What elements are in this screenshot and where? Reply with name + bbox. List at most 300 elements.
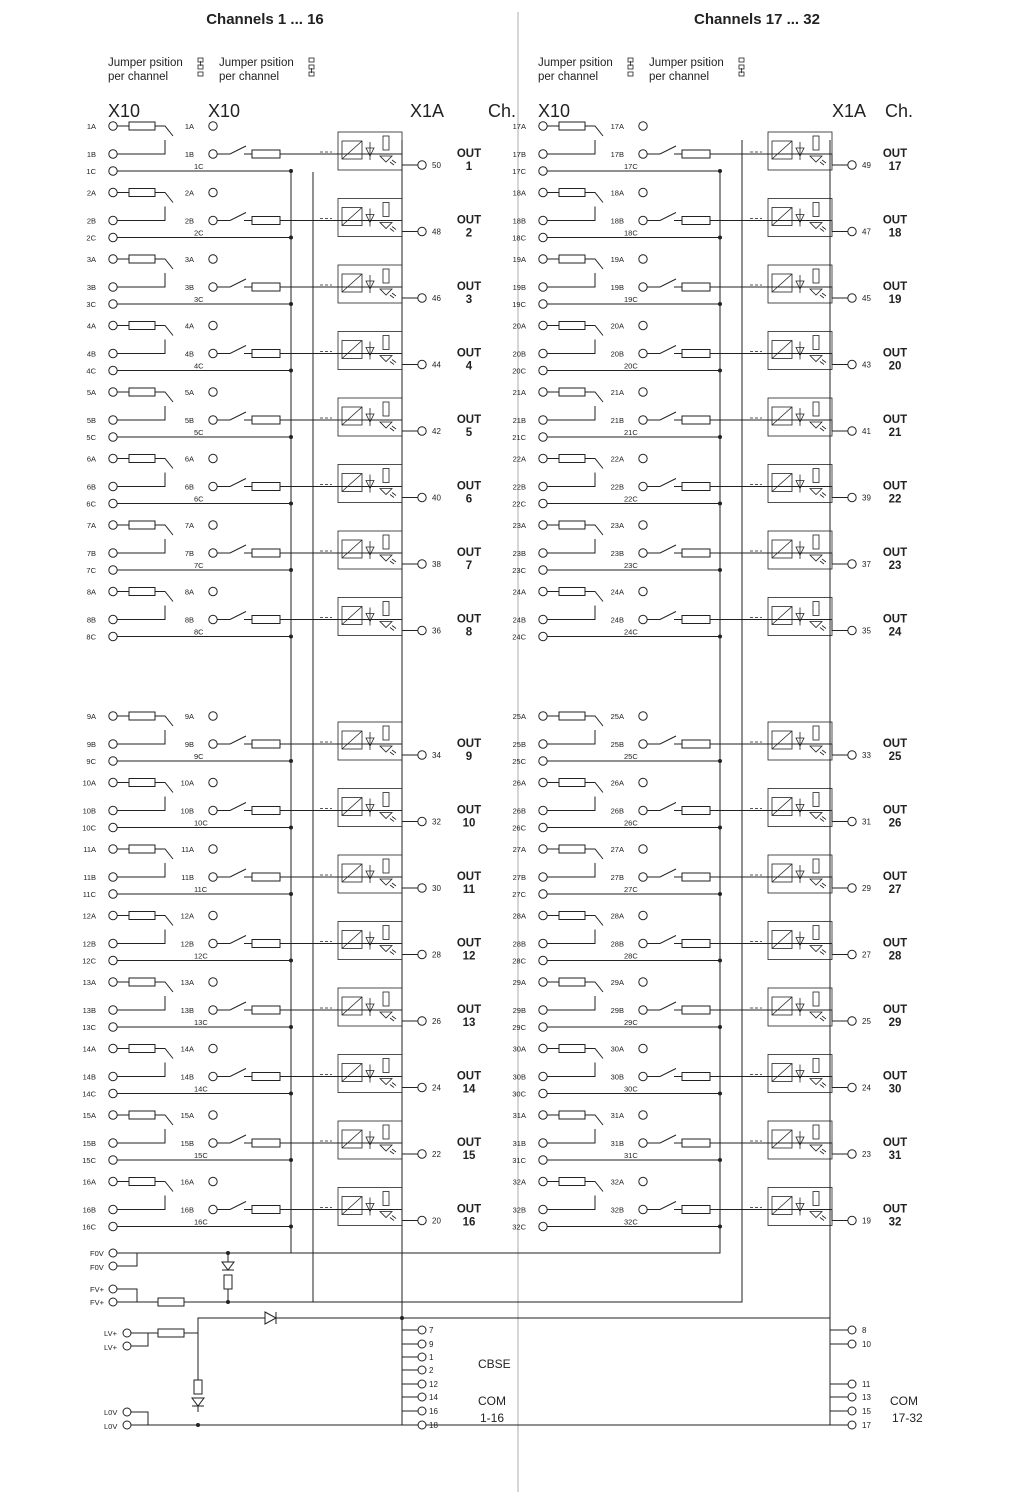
terminal bbox=[539, 615, 547, 623]
terminal bbox=[209, 349, 217, 357]
resistor bbox=[682, 1206, 710, 1214]
led-icon bbox=[192, 1398, 204, 1406]
com-left-label: COM bbox=[478, 1394, 506, 1408]
terminal bbox=[639, 1205, 647, 1213]
terminal bbox=[109, 757, 117, 765]
pin-number: 24 bbox=[432, 1083, 441, 1093]
terminal bbox=[109, 416, 117, 424]
pin-number: 27 bbox=[862, 950, 871, 960]
channel-12 bbox=[82, 911, 481, 965]
terminal-label: 19C bbox=[624, 295, 638, 304]
terminal bbox=[539, 233, 547, 241]
out-label: OUT bbox=[456, 738, 482, 750]
terminal-label: 24C bbox=[624, 627, 638, 637]
terminal bbox=[539, 454, 547, 462]
terminal-label: 32C bbox=[624, 1217, 638, 1227]
pin-number: 23 bbox=[862, 1150, 871, 1159]
resistor bbox=[682, 549, 710, 557]
terminal bbox=[639, 1177, 647, 1185]
terminal bbox=[539, 1111, 547, 1119]
svg-text:Jumper psition: Jumper psition bbox=[219, 57, 294, 69]
terminal bbox=[848, 294, 856, 302]
terminal bbox=[109, 216, 117, 224]
terminal-label: 30B bbox=[512, 1072, 526, 1082]
terminal bbox=[109, 1111, 117, 1119]
svg-text:2: 2 bbox=[429, 1366, 434, 1375]
pin-number: 40 bbox=[432, 493, 441, 503]
fuse bbox=[559, 779, 585, 787]
channel-1 bbox=[86, 122, 481, 176]
resistor bbox=[252, 483, 280, 491]
terminal bbox=[848, 626, 856, 634]
terminal-label: 19B bbox=[610, 283, 624, 292]
svg-text:12: 12 bbox=[429, 1380, 438, 1389]
l0v-label: L0V bbox=[104, 1422, 118, 1431]
terminal bbox=[109, 1285, 117, 1293]
terminal bbox=[418, 161, 426, 169]
terminal-label: 25C bbox=[624, 752, 638, 761]
terminal bbox=[109, 615, 117, 623]
terminal-label: 3A bbox=[86, 255, 96, 264]
terminal bbox=[539, 740, 547, 748]
terminal bbox=[848, 360, 856, 368]
channel-number: 21 bbox=[888, 427, 902, 439]
terminal bbox=[639, 521, 647, 529]
terminal bbox=[109, 632, 117, 640]
resistor bbox=[682, 483, 710, 491]
terminal bbox=[109, 150, 117, 158]
out-label: OUT bbox=[882, 738, 908, 750]
terminal-label: 20B bbox=[512, 349, 526, 359]
channel-16 bbox=[82, 1177, 481, 1231]
terminal bbox=[109, 549, 117, 557]
channel-3 bbox=[86, 255, 481, 309]
channel-15 bbox=[82, 1111, 481, 1165]
out-label: OUT bbox=[456, 1004, 482, 1016]
out-label: OUT bbox=[882, 214, 908, 227]
channel-20 bbox=[512, 321, 907, 375]
terminal bbox=[209, 321, 217, 329]
header-left: Channels 1 ... 16 bbox=[206, 11, 324, 28]
terminal bbox=[109, 740, 117, 748]
terminal bbox=[848, 817, 856, 825]
terminal-label: 6A bbox=[184, 454, 194, 464]
terminal bbox=[418, 427, 426, 435]
svg-text:16: 16 bbox=[429, 1407, 438, 1416]
out-label: OUT bbox=[456, 1070, 482, 1083]
terminal-label: 21A bbox=[610, 388, 624, 397]
terminal bbox=[418, 1393, 426, 1401]
out-label: OUT bbox=[456, 480, 482, 493]
terminal-label: 14A bbox=[82, 1044, 96, 1054]
fuse bbox=[559, 712, 585, 720]
terminal bbox=[123, 1421, 131, 1429]
terminal-label: 21C bbox=[624, 428, 638, 437]
terminal-label: 18B bbox=[512, 216, 526, 226]
out-label: OUT bbox=[456, 871, 482, 883]
terminal-label: 15C bbox=[194, 1151, 208, 1160]
resistor bbox=[252, 807, 280, 815]
terminal-label: 4B bbox=[86, 349, 96, 359]
pin-number: 33 bbox=[862, 751, 871, 760]
terminal-label: 4A bbox=[86, 321, 96, 331]
terminal bbox=[209, 283, 217, 291]
terminal-label: 15B bbox=[180, 1139, 194, 1148]
terminal-label: 24A bbox=[512, 587, 526, 597]
channel-number: 32 bbox=[888, 1216, 902, 1229]
jumper-legend-left-a bbox=[108, 57, 183, 83]
terminal-label: 18A bbox=[610, 188, 624, 198]
terminal bbox=[639, 873, 647, 881]
fuse bbox=[559, 845, 585, 853]
column-x10: X10 bbox=[538, 101, 571, 121]
terminal-label: 31A bbox=[610, 1111, 624, 1120]
terminal-label: 1C bbox=[86, 167, 96, 176]
channel-number: 14 bbox=[462, 1083, 476, 1096]
terminal bbox=[639, 150, 647, 158]
fuse bbox=[559, 978, 585, 986]
terminal-label: 25B bbox=[512, 740, 526, 749]
terminal-label: 23C bbox=[624, 561, 638, 570]
terminal bbox=[109, 499, 117, 507]
terminal-label: 9B bbox=[86, 740, 96, 749]
terminal bbox=[848, 161, 856, 169]
svg-text:Jumper psition: Jumper psition bbox=[538, 57, 613, 69]
terminal-label: 30C bbox=[624, 1084, 638, 1094]
terminal bbox=[539, 778, 547, 786]
svg-text:Jumper psition: Jumper psition bbox=[108, 57, 183, 69]
jumper-legend-right-b bbox=[649, 57, 724, 83]
out-label: OUT bbox=[882, 1070, 908, 1083]
terminal-label: 7C bbox=[194, 561, 204, 570]
terminal-label: 29C bbox=[512, 1023, 526, 1032]
terminal bbox=[639, 740, 647, 748]
resistor bbox=[682, 616, 710, 624]
channel-number: 17 bbox=[888, 161, 902, 173]
terminal-label: 25A bbox=[610, 712, 624, 721]
svg-text:per channel: per channel bbox=[219, 71, 280, 83]
jumper-icon bbox=[198, 58, 203, 76]
terminal-label: 13A bbox=[180, 978, 194, 987]
terminal bbox=[109, 482, 117, 490]
terminal bbox=[109, 433, 117, 441]
channel-31 bbox=[512, 1111, 907, 1165]
terminal-label: 18A bbox=[512, 188, 526, 198]
terminal bbox=[539, 978, 547, 986]
resistor bbox=[682, 217, 710, 225]
channel-13 bbox=[82, 978, 481, 1032]
terminal bbox=[109, 778, 117, 786]
resistor bbox=[682, 1073, 710, 1081]
terminal-label: 20C bbox=[624, 361, 638, 371]
terminal-label: 19A bbox=[512, 255, 526, 264]
terminal-label: 11B bbox=[83, 873, 96, 882]
pin-number: 39 bbox=[862, 493, 871, 503]
channel-number: 4 bbox=[465, 360, 473, 373]
svg-text:per channel: per channel bbox=[649, 71, 710, 83]
terminal bbox=[848, 493, 856, 501]
pin-number: 48 bbox=[432, 227, 441, 237]
terminal bbox=[418, 493, 426, 501]
terminal bbox=[209, 255, 217, 263]
channel-number: 13 bbox=[462, 1017, 476, 1029]
terminal bbox=[209, 712, 217, 720]
terminal bbox=[539, 1006, 547, 1014]
fv-plus-label: FV+ bbox=[90, 1298, 104, 1307]
terminal bbox=[639, 321, 647, 329]
terminal-label: 18B bbox=[610, 216, 624, 226]
terminal-label: 4C bbox=[194, 361, 204, 371]
terminal-label: 14C bbox=[82, 1089, 96, 1099]
terminal bbox=[209, 1139, 217, 1147]
fuse bbox=[129, 912, 155, 920]
terminal-label: 2C bbox=[86, 233, 96, 243]
terminal bbox=[209, 845, 217, 853]
out-label: OUT bbox=[882, 937, 908, 950]
terminal bbox=[539, 757, 547, 765]
svg-text:per channel: per channel bbox=[538, 71, 599, 83]
terminal bbox=[109, 712, 117, 720]
svg-text:7: 7 bbox=[429, 1326, 434, 1335]
resistor bbox=[252, 1006, 280, 1014]
terminal bbox=[209, 778, 217, 786]
terminal-label: 7B bbox=[184, 549, 194, 558]
terminal bbox=[639, 939, 647, 947]
terminal bbox=[539, 150, 547, 158]
terminal bbox=[639, 587, 647, 595]
terminal-label: 17A bbox=[610, 122, 624, 131]
terminal bbox=[539, 321, 547, 329]
channel-number: 30 bbox=[888, 1083, 902, 1096]
terminal-label: 30B bbox=[610, 1072, 624, 1082]
terminal-label: 26B bbox=[512, 806, 526, 816]
terminal-label: 5B bbox=[86, 416, 96, 425]
pin-number: 42 bbox=[432, 427, 441, 436]
channel-5 bbox=[86, 388, 481, 442]
terminal bbox=[848, 1407, 856, 1415]
terminal-label: 16B bbox=[82, 1205, 96, 1215]
terminal bbox=[109, 873, 117, 881]
jumper-legend-left-b bbox=[219, 57, 294, 83]
terminal bbox=[848, 884, 856, 892]
terminal bbox=[539, 632, 547, 640]
channel-9 bbox=[86, 712, 481, 766]
terminal-label: 23A bbox=[610, 521, 624, 530]
resistor bbox=[252, 416, 280, 424]
terminal bbox=[109, 1023, 117, 1031]
terminal bbox=[109, 349, 117, 357]
terminal-label: 14A bbox=[180, 1044, 194, 1054]
out-label: OUT bbox=[456, 547, 482, 559]
l0v-label: L0V bbox=[104, 1408, 118, 1417]
terminal bbox=[109, 1205, 117, 1213]
out-label: OUT bbox=[882, 804, 908, 817]
resistor bbox=[252, 283, 280, 291]
terminal-label: 7A bbox=[86, 521, 96, 530]
terminal bbox=[418, 950, 426, 958]
terminal bbox=[539, 521, 547, 529]
channel-number: 15 bbox=[462, 1150, 476, 1162]
terminal bbox=[539, 1089, 547, 1097]
terminal bbox=[639, 806, 647, 814]
out-label: OUT bbox=[882, 1137, 908, 1149]
terminal bbox=[109, 1249, 117, 1257]
terminal-label: 24A bbox=[610, 587, 624, 597]
terminal-label: 15C bbox=[82, 1156, 96, 1165]
terminal bbox=[539, 300, 547, 308]
terminal bbox=[539, 712, 547, 720]
jumper-legend-right-a bbox=[538, 57, 613, 83]
out-label: OUT bbox=[456, 937, 482, 950]
terminal bbox=[539, 845, 547, 853]
terminal-label: 8B bbox=[184, 615, 194, 625]
svg-text:14: 14 bbox=[429, 1393, 438, 1402]
terminal-label: 16C bbox=[194, 1217, 208, 1227]
pin-number: 50 bbox=[432, 161, 441, 170]
channel-number: 11 bbox=[462, 884, 476, 896]
terminal-label: 10B bbox=[180, 806, 194, 816]
column-ch: Ch. bbox=[488, 101, 517, 121]
terminal bbox=[639, 283, 647, 291]
channel-number: 16 bbox=[462, 1216, 476, 1229]
diode-icon bbox=[265, 1312, 276, 1324]
terminal bbox=[639, 482, 647, 490]
terminal bbox=[109, 823, 117, 831]
terminal bbox=[539, 482, 547, 490]
channel-number: 6 bbox=[465, 493, 473, 506]
terminal-label: 19C bbox=[512, 300, 526, 309]
terminal-label: 16A bbox=[180, 1177, 194, 1187]
terminal bbox=[639, 978, 647, 986]
terminal-label: 7B bbox=[86, 549, 96, 558]
terminal bbox=[639, 615, 647, 623]
terminal-label: 32A bbox=[512, 1177, 526, 1187]
resistor bbox=[252, 350, 280, 358]
terminal-label: 23B bbox=[512, 549, 526, 558]
resistor bbox=[224, 1275, 232, 1289]
channel-number: 22 bbox=[888, 493, 902, 506]
resistor bbox=[682, 873, 710, 881]
header-right: Channels 17 ... 32 bbox=[694, 11, 820, 28]
terminal bbox=[848, 1340, 856, 1348]
svg-text:13: 13 bbox=[862, 1393, 871, 1402]
out-label: OUT bbox=[456, 281, 482, 293]
column-x10: X10 bbox=[208, 101, 241, 121]
terminal bbox=[639, 188, 647, 196]
terminal-label: 24B bbox=[512, 615, 526, 625]
terminal-label: 21C bbox=[512, 433, 526, 442]
terminal bbox=[209, 939, 217, 947]
terminal-label: 14B bbox=[180, 1072, 194, 1082]
terminal bbox=[639, 911, 647, 919]
terminal bbox=[639, 454, 647, 462]
terminal bbox=[109, 587, 117, 595]
terminal-label: 6C bbox=[86, 499, 96, 509]
channel-number: 5 bbox=[465, 427, 473, 439]
channel-number: 12 bbox=[462, 950, 476, 963]
fuse bbox=[559, 255, 585, 263]
terminal-label: 11B bbox=[181, 873, 194, 882]
terminal-label: 32B bbox=[610, 1205, 624, 1215]
channel-number: 3 bbox=[465, 294, 473, 306]
fuse bbox=[129, 255, 155, 263]
terminal-label: 1A bbox=[86, 122, 96, 131]
channel-number: 1 bbox=[465, 161, 473, 173]
pin-number: 24 bbox=[862, 1083, 871, 1093]
terminal-label: 29C bbox=[624, 1018, 638, 1027]
terminal bbox=[109, 978, 117, 986]
terminal bbox=[209, 122, 217, 130]
terminal bbox=[539, 549, 547, 557]
pin-number: 22 bbox=[432, 1150, 441, 1159]
terminal-label: 27C bbox=[624, 885, 638, 894]
terminal bbox=[539, 873, 547, 881]
channel-number: 26 bbox=[888, 817, 902, 830]
com-right-range: 17-32 bbox=[892, 1411, 923, 1425]
terminal-label: 2C bbox=[194, 228, 204, 238]
terminal bbox=[109, 233, 117, 241]
terminal bbox=[539, 939, 547, 947]
terminal bbox=[109, 806, 117, 814]
terminal-label: 28A bbox=[512, 911, 526, 921]
terminal bbox=[209, 216, 217, 224]
fuse bbox=[129, 1045, 155, 1053]
terminal bbox=[539, 216, 547, 224]
terminal-label: 27C bbox=[512, 890, 526, 899]
svg-text:8: 8 bbox=[862, 1326, 867, 1335]
terminal-label: 11A bbox=[83, 845, 96, 854]
terminal-label: 1B bbox=[184, 150, 194, 159]
out-label: OUT bbox=[882, 480, 908, 493]
terminal bbox=[109, 521, 117, 529]
terminal-label: 25B bbox=[610, 740, 624, 749]
terminal-label: 11A bbox=[181, 845, 194, 854]
terminal bbox=[209, 1072, 217, 1080]
pin-number: 35 bbox=[862, 626, 871, 636]
terminal bbox=[639, 1139, 647, 1147]
terminal-label: 20A bbox=[610, 321, 624, 331]
channel-number: 18 bbox=[888, 227, 902, 240]
fuse bbox=[559, 912, 585, 920]
terminal bbox=[109, 1156, 117, 1164]
terminal-label: 25C bbox=[512, 757, 526, 766]
terminal-label: 6C bbox=[194, 494, 204, 504]
terminal bbox=[539, 1222, 547, 1230]
fuse bbox=[129, 322, 155, 330]
pin-number: 31 bbox=[862, 817, 871, 827]
terminal-label: 32A bbox=[610, 1177, 624, 1187]
terminal-label: 10C bbox=[82, 823, 96, 833]
terminal-label: 30A bbox=[610, 1044, 624, 1054]
terminal-label: 13C bbox=[194, 1018, 208, 1027]
terminal bbox=[418, 1150, 426, 1158]
terminal-label: 22C bbox=[624, 494, 638, 504]
terminal-label: 8C bbox=[194, 627, 204, 637]
channel-number: 7 bbox=[465, 560, 473, 572]
terminal bbox=[109, 388, 117, 396]
out-label: OUT bbox=[882, 871, 908, 883]
jumper-icon bbox=[309, 58, 314, 76]
terminal-label: 8C bbox=[86, 632, 96, 642]
terminal-label: 29A bbox=[610, 978, 624, 987]
terminal-label: 28A bbox=[610, 911, 624, 921]
out-label: OUT bbox=[882, 1004, 908, 1016]
terminal bbox=[848, 1393, 856, 1401]
channel-21 bbox=[512, 388, 907, 442]
channel-32 bbox=[512, 1177, 907, 1231]
channel-8 bbox=[86, 587, 481, 641]
terminal bbox=[418, 1407, 426, 1415]
